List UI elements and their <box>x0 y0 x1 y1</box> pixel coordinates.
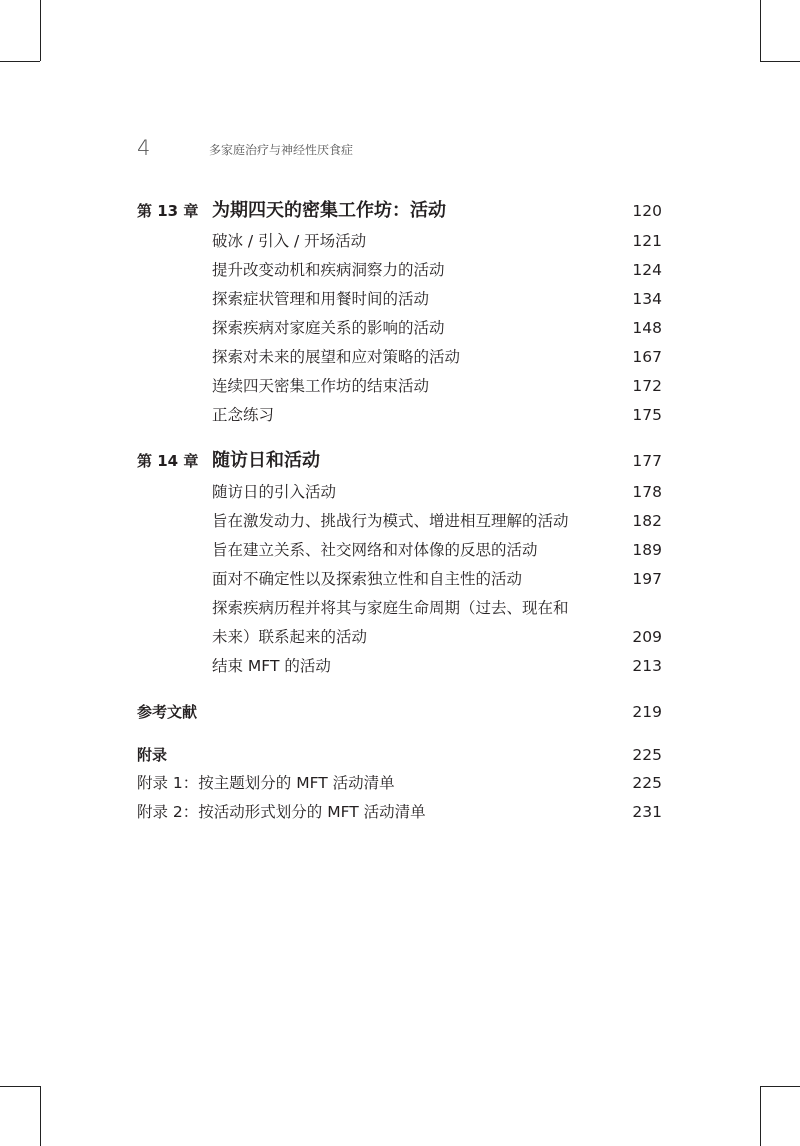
page-number: 134 <box>632 290 662 308</box>
entry-title: 结束 MFT 的活动 <box>212 657 331 675</box>
page-number: 178 <box>632 483 662 501</box>
page-number: 182 <box>632 512 662 530</box>
entry-title: 正念练习 <box>212 406 275 424</box>
page-number: 148 <box>632 319 662 337</box>
entry-title: 旨在建立关系、社交网络和对体像的反思的活动 <box>212 541 538 559</box>
page-number: 225 <box>632 746 662 764</box>
toc-entry-row[interactable] <box>0 652 800 680</box>
chapter-label: 第 13 章 <box>137 202 199 220</box>
entry-title: 旨在激发动力、挑战行为模式、增进相互理解的活动 <box>212 512 569 530</box>
entry-title: 面对不确定性以及探索独立性和自主性的活动 <box>212 570 523 588</box>
toc-entry-row[interactable] <box>0 401 800 429</box>
page-number: 213 <box>632 657 662 675</box>
page-number: 167 <box>632 348 662 366</box>
crop-mark <box>0 61 40 62</box>
crop-mark <box>0 1086 40 1087</box>
toc-entry-row[interactable] <box>0 343 800 371</box>
entry-title: 破冰 / 引入 / 开场活动 <box>212 232 367 250</box>
crop-mark <box>760 0 761 61</box>
page-number: 219 <box>632 703 662 721</box>
section-title: 参考文献 <box>137 703 198 721</box>
chapter-title: 随访日和活动 <box>212 450 320 471</box>
crop-mark <box>760 1086 761 1146</box>
page-number: 209 <box>632 628 662 646</box>
running-page-number: 4 <box>137 136 151 160</box>
page-number: 120 <box>632 202 662 220</box>
page-number: 172 <box>632 377 662 395</box>
entry-title: 探索症状管理和用餐时间的活动 <box>212 290 430 308</box>
entry-title: 探索疾病历程并将其与家庭生命周期（过去、现在和 <box>212 599 569 617</box>
toc-chapter-row[interactable] <box>0 447 800 475</box>
page-number: 124 <box>632 261 662 279</box>
crop-mark <box>40 0 41 61</box>
toc-entry-row[interactable] <box>0 623 800 651</box>
chapter-label: 第 14 章 <box>137 452 199 470</box>
toc-entry-row[interactable] <box>0 314 800 342</box>
entry-title: 随访日的引入活动 <box>212 483 337 501</box>
entry-title: 探索对未来的展望和应对策略的活动 <box>212 348 461 366</box>
crop-mark <box>40 1086 41 1146</box>
entry-title: 附录 1：按主题划分的 MFT 活动清单 <box>137 774 395 792</box>
toc-entry-row[interactable] <box>0 769 800 797</box>
page-number: 121 <box>632 232 662 250</box>
toc-entry-row[interactable] <box>0 536 800 564</box>
toc-entry-row[interactable] <box>0 256 800 284</box>
entry-title: 探索疾病对家庭关系的影响的活动 <box>212 319 445 337</box>
page-number: 197 <box>632 570 662 588</box>
toc-section-row[interactable] <box>0 741 800 769</box>
page-number: 231 <box>632 803 662 821</box>
page-number: 225 <box>632 774 662 792</box>
running-book-title: 多家庭治疗与神经性厌食症 <box>209 143 354 157</box>
toc-chapter-row[interactable] <box>0 197 800 225</box>
entry-title: 提升改变动机和疾病洞察力的活动 <box>212 261 445 279</box>
page-number: 177 <box>632 452 662 470</box>
crop-mark <box>760 61 800 62</box>
toc-entry-row[interactable] <box>0 507 800 535</box>
toc-entry-row[interactable] <box>0 227 800 255</box>
toc-entry-row[interactable] <box>0 372 800 400</box>
crop-mark <box>760 1086 800 1087</box>
chapter-title: 为期四天的密集工作坊：活动 <box>212 200 446 221</box>
toc-entry-row[interactable] <box>0 478 800 506</box>
entry-title: 未来）联系起来的活动 <box>212 628 368 646</box>
toc-section-row[interactable] <box>0 698 800 726</box>
toc-entry-row[interactable] <box>0 565 800 593</box>
entry-title: 连续四天密集工作坊的结束活动 <box>212 377 430 395</box>
toc-entry-row[interactable] <box>0 798 800 826</box>
section-title: 附录 <box>137 746 168 764</box>
entry-title: 附录 2：按活动形式划分的 MFT 活动清单 <box>137 803 426 821</box>
toc-entry-row[interactable] <box>0 594 800 622</box>
toc-entry-row[interactable] <box>0 285 800 313</box>
page-number: 175 <box>632 406 662 424</box>
page-number: 189 <box>632 541 662 559</box>
